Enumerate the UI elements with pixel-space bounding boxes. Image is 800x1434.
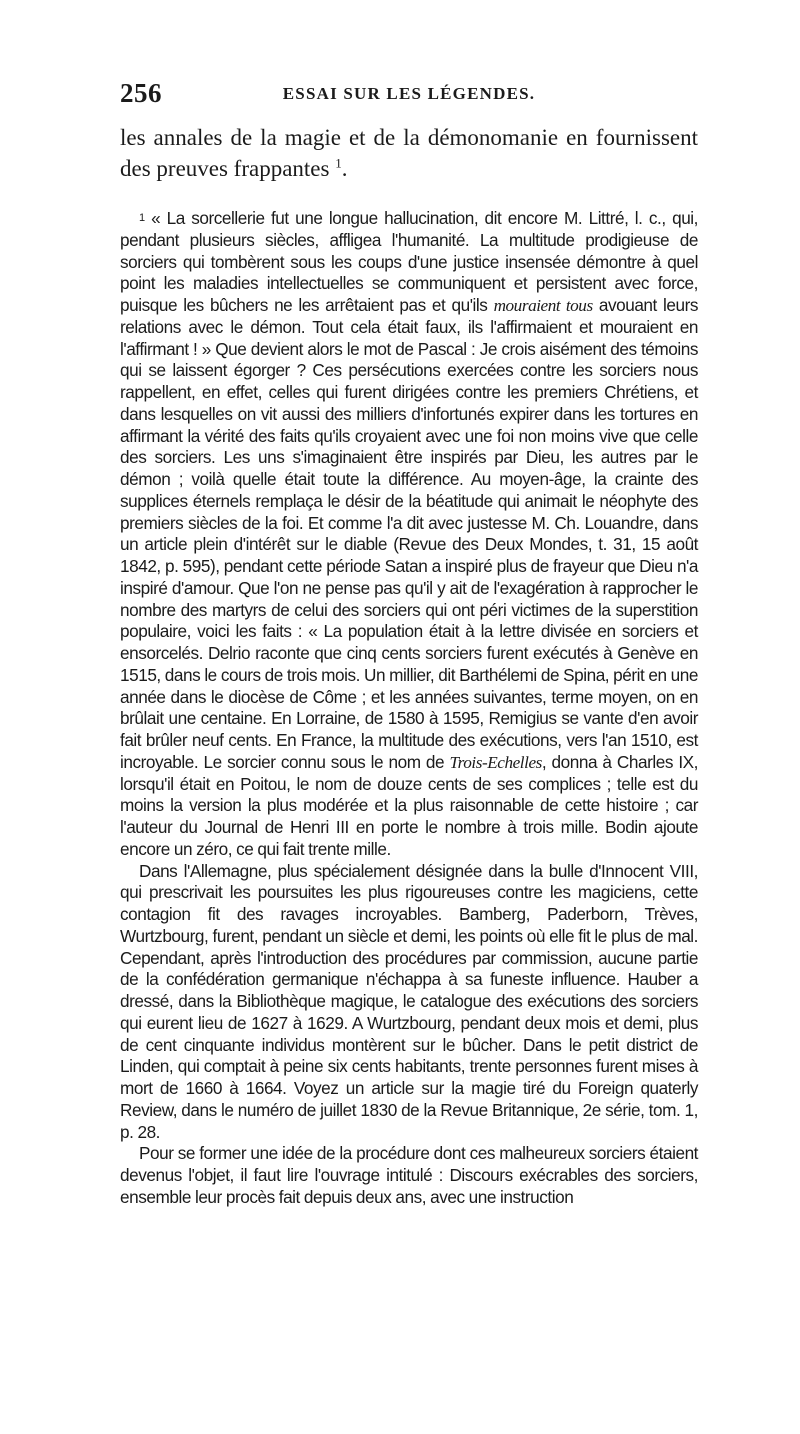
footnote-italic-phrase: mouraient tous — [493, 296, 593, 315]
body-paragraph — [120, 122, 698, 184]
running-head — [120, 78, 698, 114]
page-number: 256 — [120, 78, 162, 108]
footnote-text-a: « La sorcellerie fut une longue hallucination, dit encore M. Littré, l. c., qui, pendant plusieurs siècles, affligea l'humanité. La multitude prodigieuse de sorciers qui tombèrent sous les coups d'une justice insensée démontre à quel point les maladies intellectuelles se communiquent et persistent avec force, puisque les bûchers ne les arrêtaient pas et qu'ils — [120, 208, 698, 315]
footnote-paragraph-1 — [120, 208, 698, 861]
footnote-italic-name: Trois-Echelles — [449, 752, 542, 772]
running-title: ESSAI SUR LES LÉGENDES. — [282, 84, 536, 103]
footnote-paragraph-3: Pour se former une idée de la procédure dont ces malheureux sorciers étaient devenus l'objet, il faut lire l'ouvrage intitulé : Discours exécrables des sorciers, ensemble leur procès fait depuis deux ans, avec une instruction — [120, 1143, 698, 1207]
body-end-punctuation: . — [341, 156, 348, 181]
footnote-reference: 1 — [335, 155, 342, 171]
footnotes — [120, 208, 698, 1209]
footnote-text-b: avouant leurs relations avec le démon. Tout cela était faux, ils l'affirmaient et mouraient en l'affirmant ! » Que devient alors le mot de Pascal : Je crois aisément des témoins qui se laissent égorger ? Ces persécutions exercées contre les sorciers nous rappellent, en effet, celles qui furent dirigées contre les premiers Chrétiens, et dans lesquelles on vit aussi des milliers d'infortunés expirer dans les tortures en affirmant la vérité des faits qu'ils croyaient avec une foi non moins vive que celle des sorciers. Les uns s'imaginaient être inspirés par Dieu, les autres par le démon ; voilà quelle était toute la différence. Au moyen-âge, la crainte des supplices éternels remplaça le désir de la béatitude qui animait le néophyte des premiers siècles de la foi. Et comme l'a dit avec justesse M. Ch. Louandre, dans un article plein d'intérêt sur le diable (Revue des Deux Mondes, t. 31, 15 août 1842, p. 595), pendant cette période Satan a inspiré plus de frayeur que Dieu n'a inspiré d'amour. Que l'on ne pense pas qu'il y ait de l'exagération à rapprocher le nombre des martyrs de celui des sorciers qui ont péri victimes de la superstition populaire, voici les faits : « La population était à la lettre divisée en sorciers et ensorcelés. Delrio raconte que cinq cents sorciers furent exécutés à Genève en 1515, dans le cours de trois mois. Un millier, dit Barthélemi de Spina, périt en une année dans le diocèse de Côme ; et les années suivantes, terme moyen, on en brûlait une centaine. En Lorraine, de 1580 à 1595, Remigius se vante d'en avoir fait brûler neuf cents. En France, la multitude des exécutions, vers l'an 1510, est incroyable. Le sorcier connu sous le nom de — [120, 295, 698, 772]
footnote-text-c: , donna à Charles IX, lorsqu'il était en Poitou, le nom de douze cents de ses complices ; telle est du moins la version la plus modérée et la plus raisonnable de cette histoire ; car l'auteur du Journal de Henri III en porte le nombre à trois mille. Bodin ajoute encore un zéro, ce qui fait trente mille. — [120, 751, 698, 859]
body-text: les annales de la magie et de la démonomanie en fournissent des preuves frappantes — [120, 125, 698, 181]
book-page — [120, 78, 698, 1209]
footnote-number: 1 — [139, 212, 145, 224]
footnote-paragraph-2: Dans l'Allemagne, plus spécialement désignée dans la bulle d'Innocent VIII, qui prescrivait les poursuites les plus rigoureuses contre les magiciens, cette contagion fit des ravages incroyables. Bamberg, Paderborn, Trèves, Wurtzbourg, furent, pendant un siècle et demi, les points où elle fit le plus de mal. Cependant, après l'introduction des procédures par commission, aucune partie de la confédération germanique n'échappa à sa funeste influence. Hauber a dressé, dans la Bibliothèque magique, le catalogue des exécutions des sorciers qui eurent lieu de 1627 à 1629. A Wurtzbourg, pendant deux mois et demi, plus de cent cinquante individus montèrent sur le bûcher. Dans le petit district de Linden, qui comptait à peine six cents habitants, trente personnes furent mises à mort de 1660 à 1664. Voyez un article sur la magie tiré du Foreign quaterly Review, dans le numéro de juillet 1830 de la Revue Britannique, 2e série, tom. 1, p. 28. — [120, 860, 698, 1142]
